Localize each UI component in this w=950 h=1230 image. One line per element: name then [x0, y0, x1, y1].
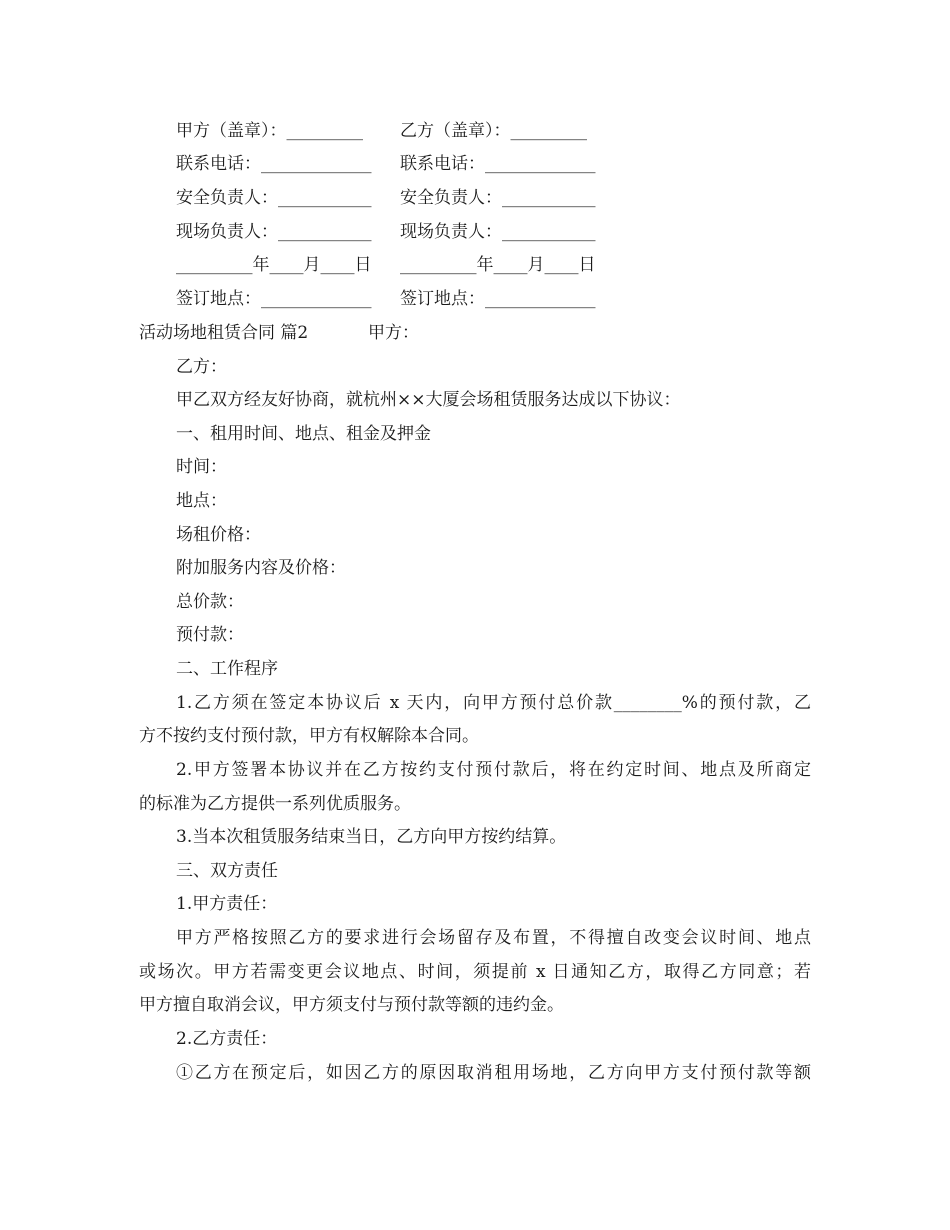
intro-paragraph: 甲乙双方经友好协商，就杭州××大厦会场租赁服务达成以下协议：	[176, 390, 681, 410]
sign-phone-a: 联系电话：_____________	[176, 154, 372, 174]
party-a-label: 甲方：	[368, 323, 419, 343]
sign-party-b-seal: 乙方（盖章）：_________	[400, 121, 587, 141]
section2-p3: 3.当本次租赁服务结束当日，乙方向甲方按约结算。	[176, 827, 567, 847]
sign-site-a: 现场负责人：___________	[176, 222, 372, 242]
section1-item-place: 地点：	[176, 491, 227, 511]
sign-date-a: _________年____月____日	[176, 255, 372, 275]
contract-header: 活动场地租赁合同 篇2	[139, 323, 309, 343]
section3-title: 三、双方责任	[176, 861, 278, 881]
section3-a-title: 1.甲方责任：	[176, 894, 278, 914]
section1-item-total: 总价款：	[176, 592, 244, 612]
sign-safety-a: 安全负责人：___________	[176, 188, 372, 208]
section1-item-rent: 场租价格：	[176, 525, 261, 545]
section1-title: 一、租用时间、地点、租金及押金	[176, 424, 431, 444]
section3-a-line1: 甲方严格按照乙方的要求进行会场留存及布置，不得擅自改变会议时间、地点	[176, 928, 811, 948]
sign-party-a-seal: 甲方（盖章）：_________	[176, 121, 363, 141]
section1-item-time: 时间：	[176, 457, 227, 477]
sign-safety-b: 安全负责人：___________	[400, 188, 596, 208]
section3-b-line1: ①乙方在预定后，如因乙方的原因取消租用场地，乙方向甲方支付预付款等额	[176, 1063, 811, 1083]
section3-a-line2: 或场次。甲方若需变更会议地点、时间，须提前 x 日通知乙方，取得乙方同意；若	[139, 962, 811, 982]
party-b-label: 乙方：	[176, 357, 227, 377]
section2-p2-line2: 的标准为乙方提供一系列优质服务。	[139, 794, 411, 814]
sign-phone-b: 联系电话：_____________	[400, 154, 596, 174]
section2-p1-line2: 方不按约支付预付款，甲方有权解除本合同。	[139, 726, 479, 746]
sign-place-b: 签订地点：_____________	[400, 289, 596, 309]
section2-title: 二、工作程序	[176, 659, 278, 679]
sign-date-b: _________年____月____日	[400, 255, 596, 275]
section3-a-line3: 甲方擅自取消会议，甲方须支付与预付款等额的违约金。	[139, 995, 564, 1015]
section2-p1-line1: 1.乙方须在签定本协议后 x 天内，向甲方预付总价款________%的预付款，乙	[176, 693, 811, 713]
sign-place-a: 签订地点：_____________	[176, 289, 372, 309]
section1-item-extra: 附加服务内容及价格：	[176, 558, 346, 578]
section3-b-title: 2.乙方责任：	[176, 1029, 278, 1049]
section2-p2-line1: 2.甲方签署本协议并在乙方按约支付预付款后，将在约定时间、地点及所商定	[176, 760, 811, 780]
sign-site-b: 现场负责人：___________	[400, 222, 596, 242]
section1-item-prepay: 预付款：	[176, 625, 244, 645]
